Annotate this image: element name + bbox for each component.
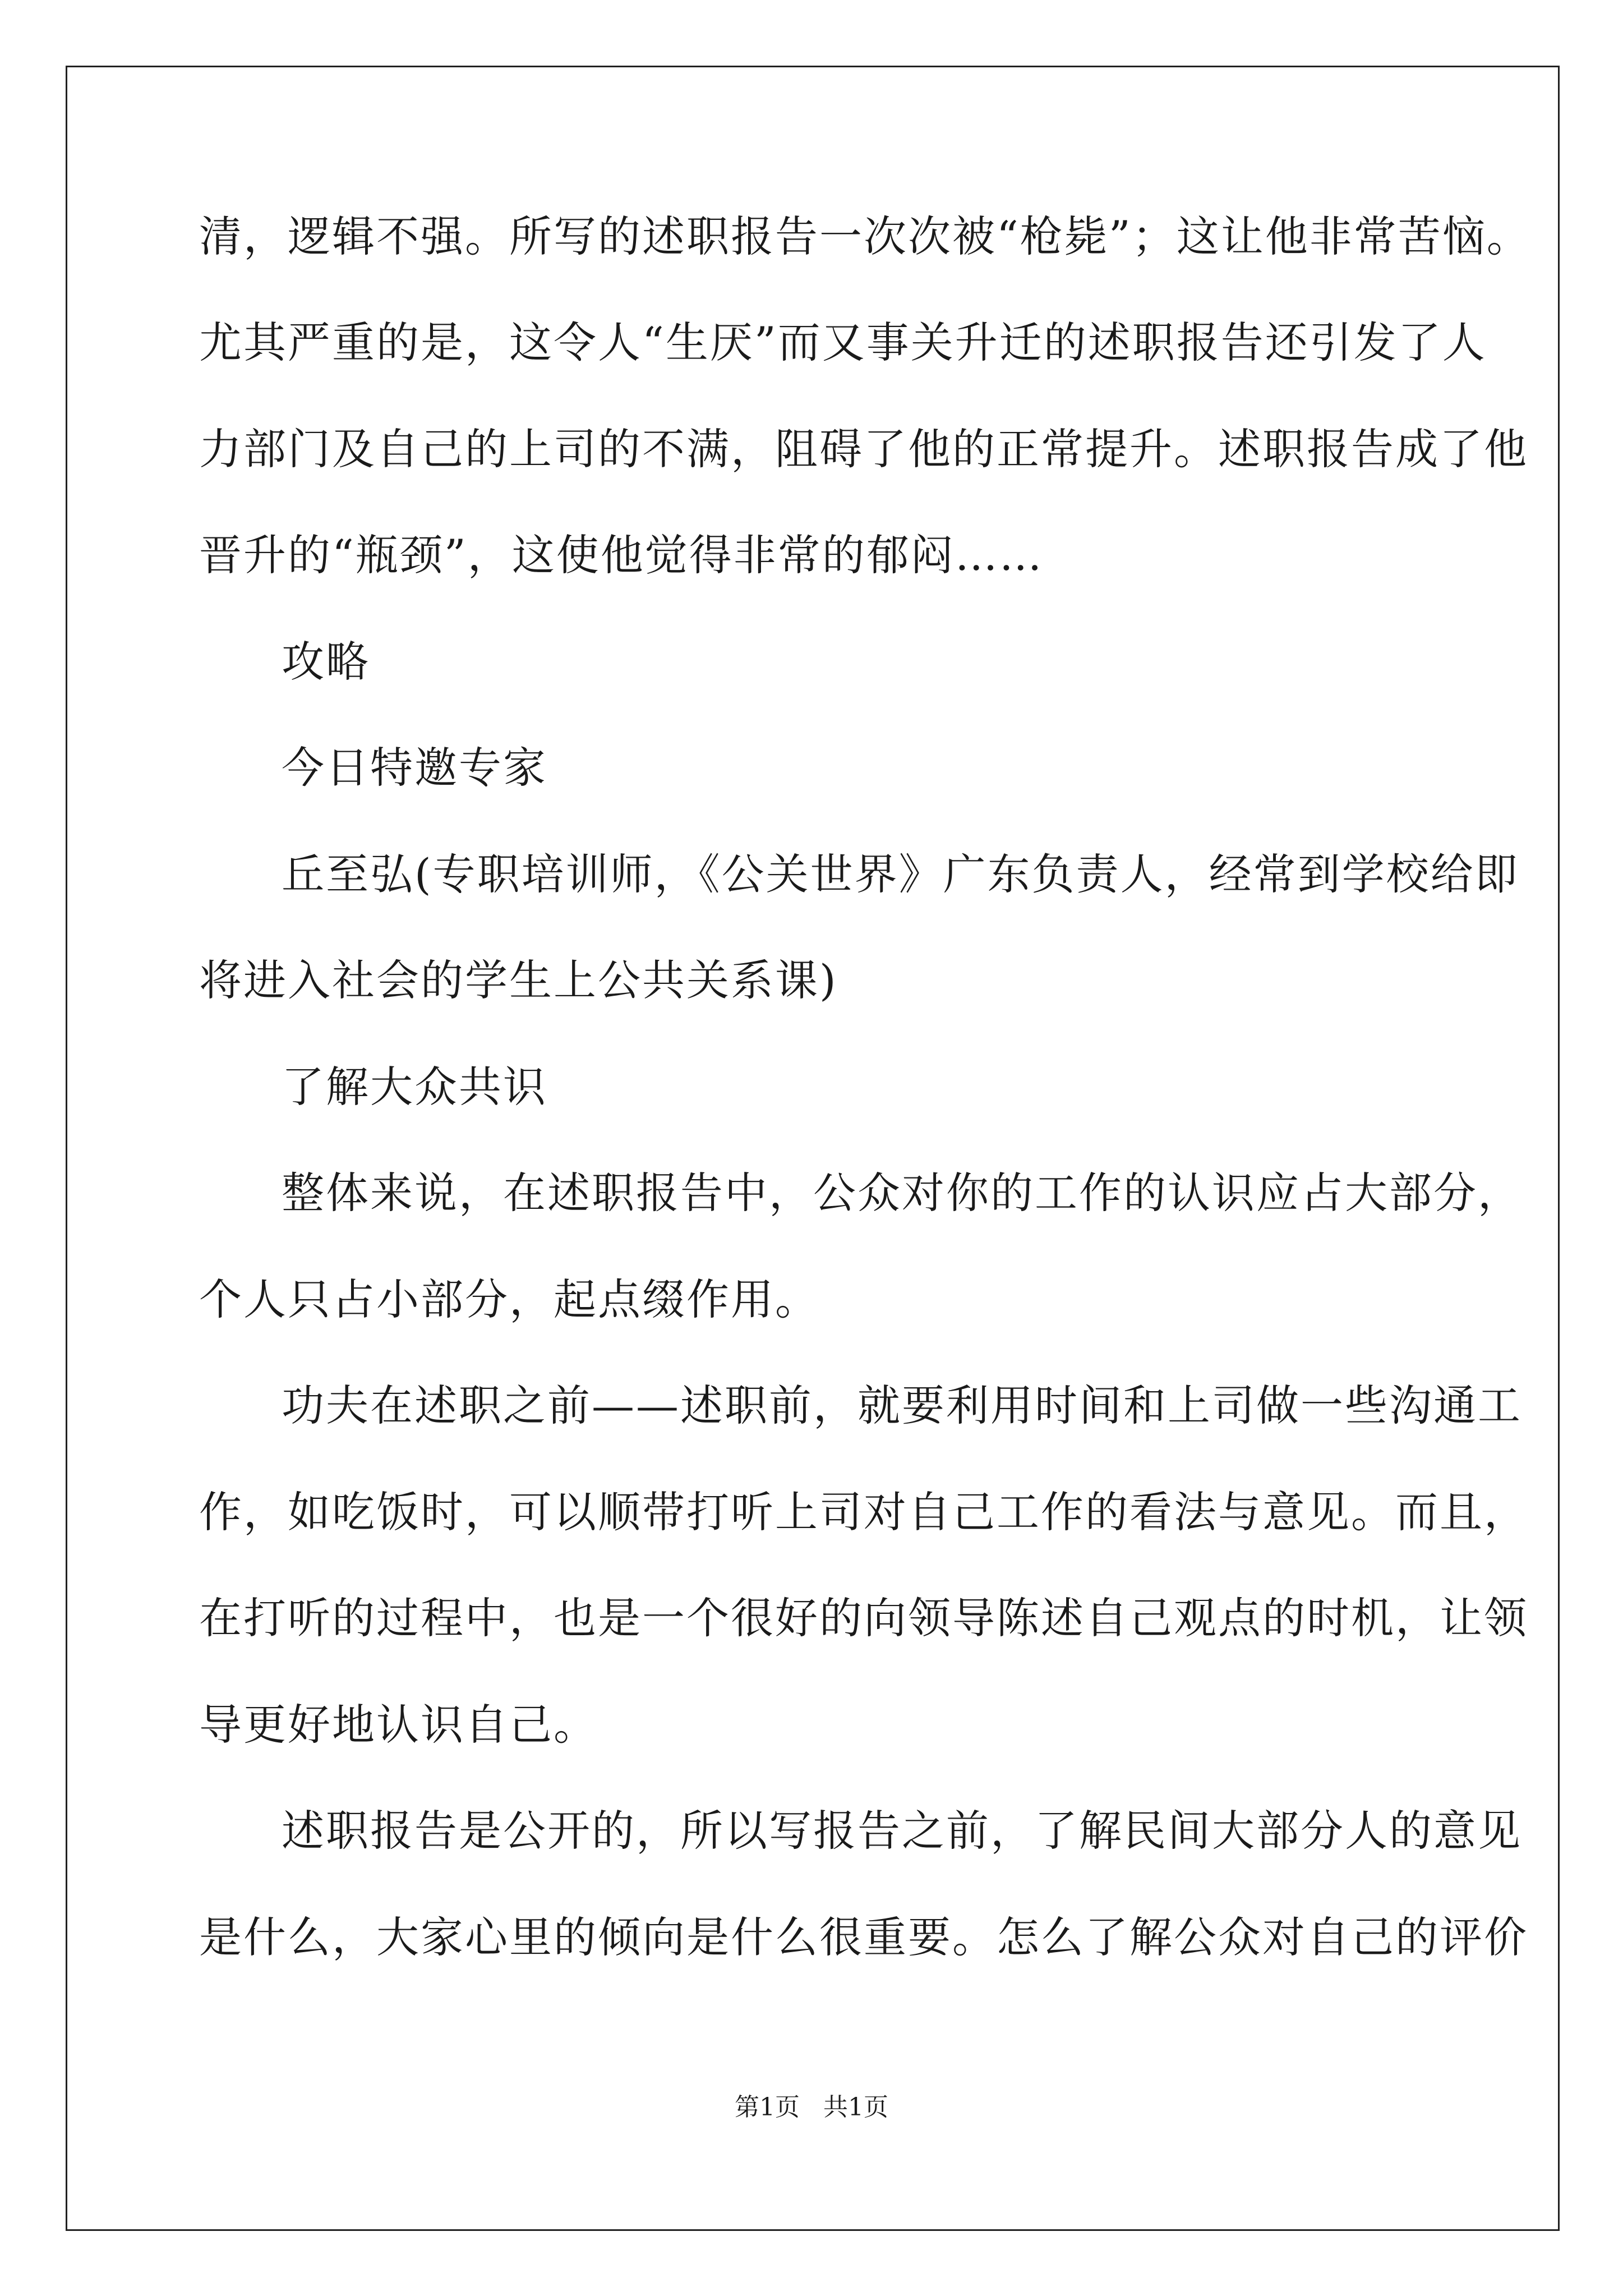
paragraph-line: 晋升的“瓶颈”，这使他觉得非常的郁闷……: [199, 530, 1044, 580]
section-heading: 了解大众共识: [282, 1062, 547, 1112]
page-border: [66, 66, 1560, 2231]
section-heading: 攻略: [282, 637, 370, 687]
paragraph-line: 功夫在述职之前——述职前，就要利用时间和上司做一些沟通工: [282, 1381, 1522, 1430]
section-heading: 今日特邀专家: [282, 743, 547, 793]
paragraph-line: 作，如吃饭时，可以顺带打听上司对自己工作的看法与意见。而且，: [199, 1487, 1528, 1537]
paragraph-line: 丘至弘(专职培训师，《公关世界》广东负责人，经常到学校给即: [282, 849, 1519, 899]
paragraph-line: 尤其严重的是，这令人“生厌”而又事关升迁的述职报告还引发了人: [199, 318, 1487, 367]
paragraph-line: 导更好地认识自己。: [199, 1700, 598, 1750]
paragraph-line: 将进入社会的学生上公共关系课): [199, 955, 838, 1005]
paragraph-line: 在打听的过程中，也是一个很好的向领导陈述自己观点的时机，让领: [199, 1593, 1528, 1643]
page-number-footer: 第1页 共1页: [735, 2093, 888, 2122]
paragraph-line: 清，逻辑不强。所写的述职报告一次次被“枪毙”；这让他非常苦恼。: [199, 211, 1531, 261]
paragraph-line: 整体来说，在述职报告中，公众对你的工作的认识应占大部分，: [282, 1168, 1522, 1218]
paragraph-line: 个人只占小部分，起点缀作用。: [199, 1274, 819, 1324]
paragraph-line: 述职报告是公开的，所以写报告之前，了解民间大部分人的意见: [282, 1806, 1522, 1856]
paragraph-line: 力部门及自己的上司的不满，阻碍了他的正常提升。述职报告成了他: [199, 424, 1528, 474]
paragraph-line: 是什么，大家心里的倾向是什么很重要。怎么了解公众对自己的评价: [199, 1912, 1528, 1962]
